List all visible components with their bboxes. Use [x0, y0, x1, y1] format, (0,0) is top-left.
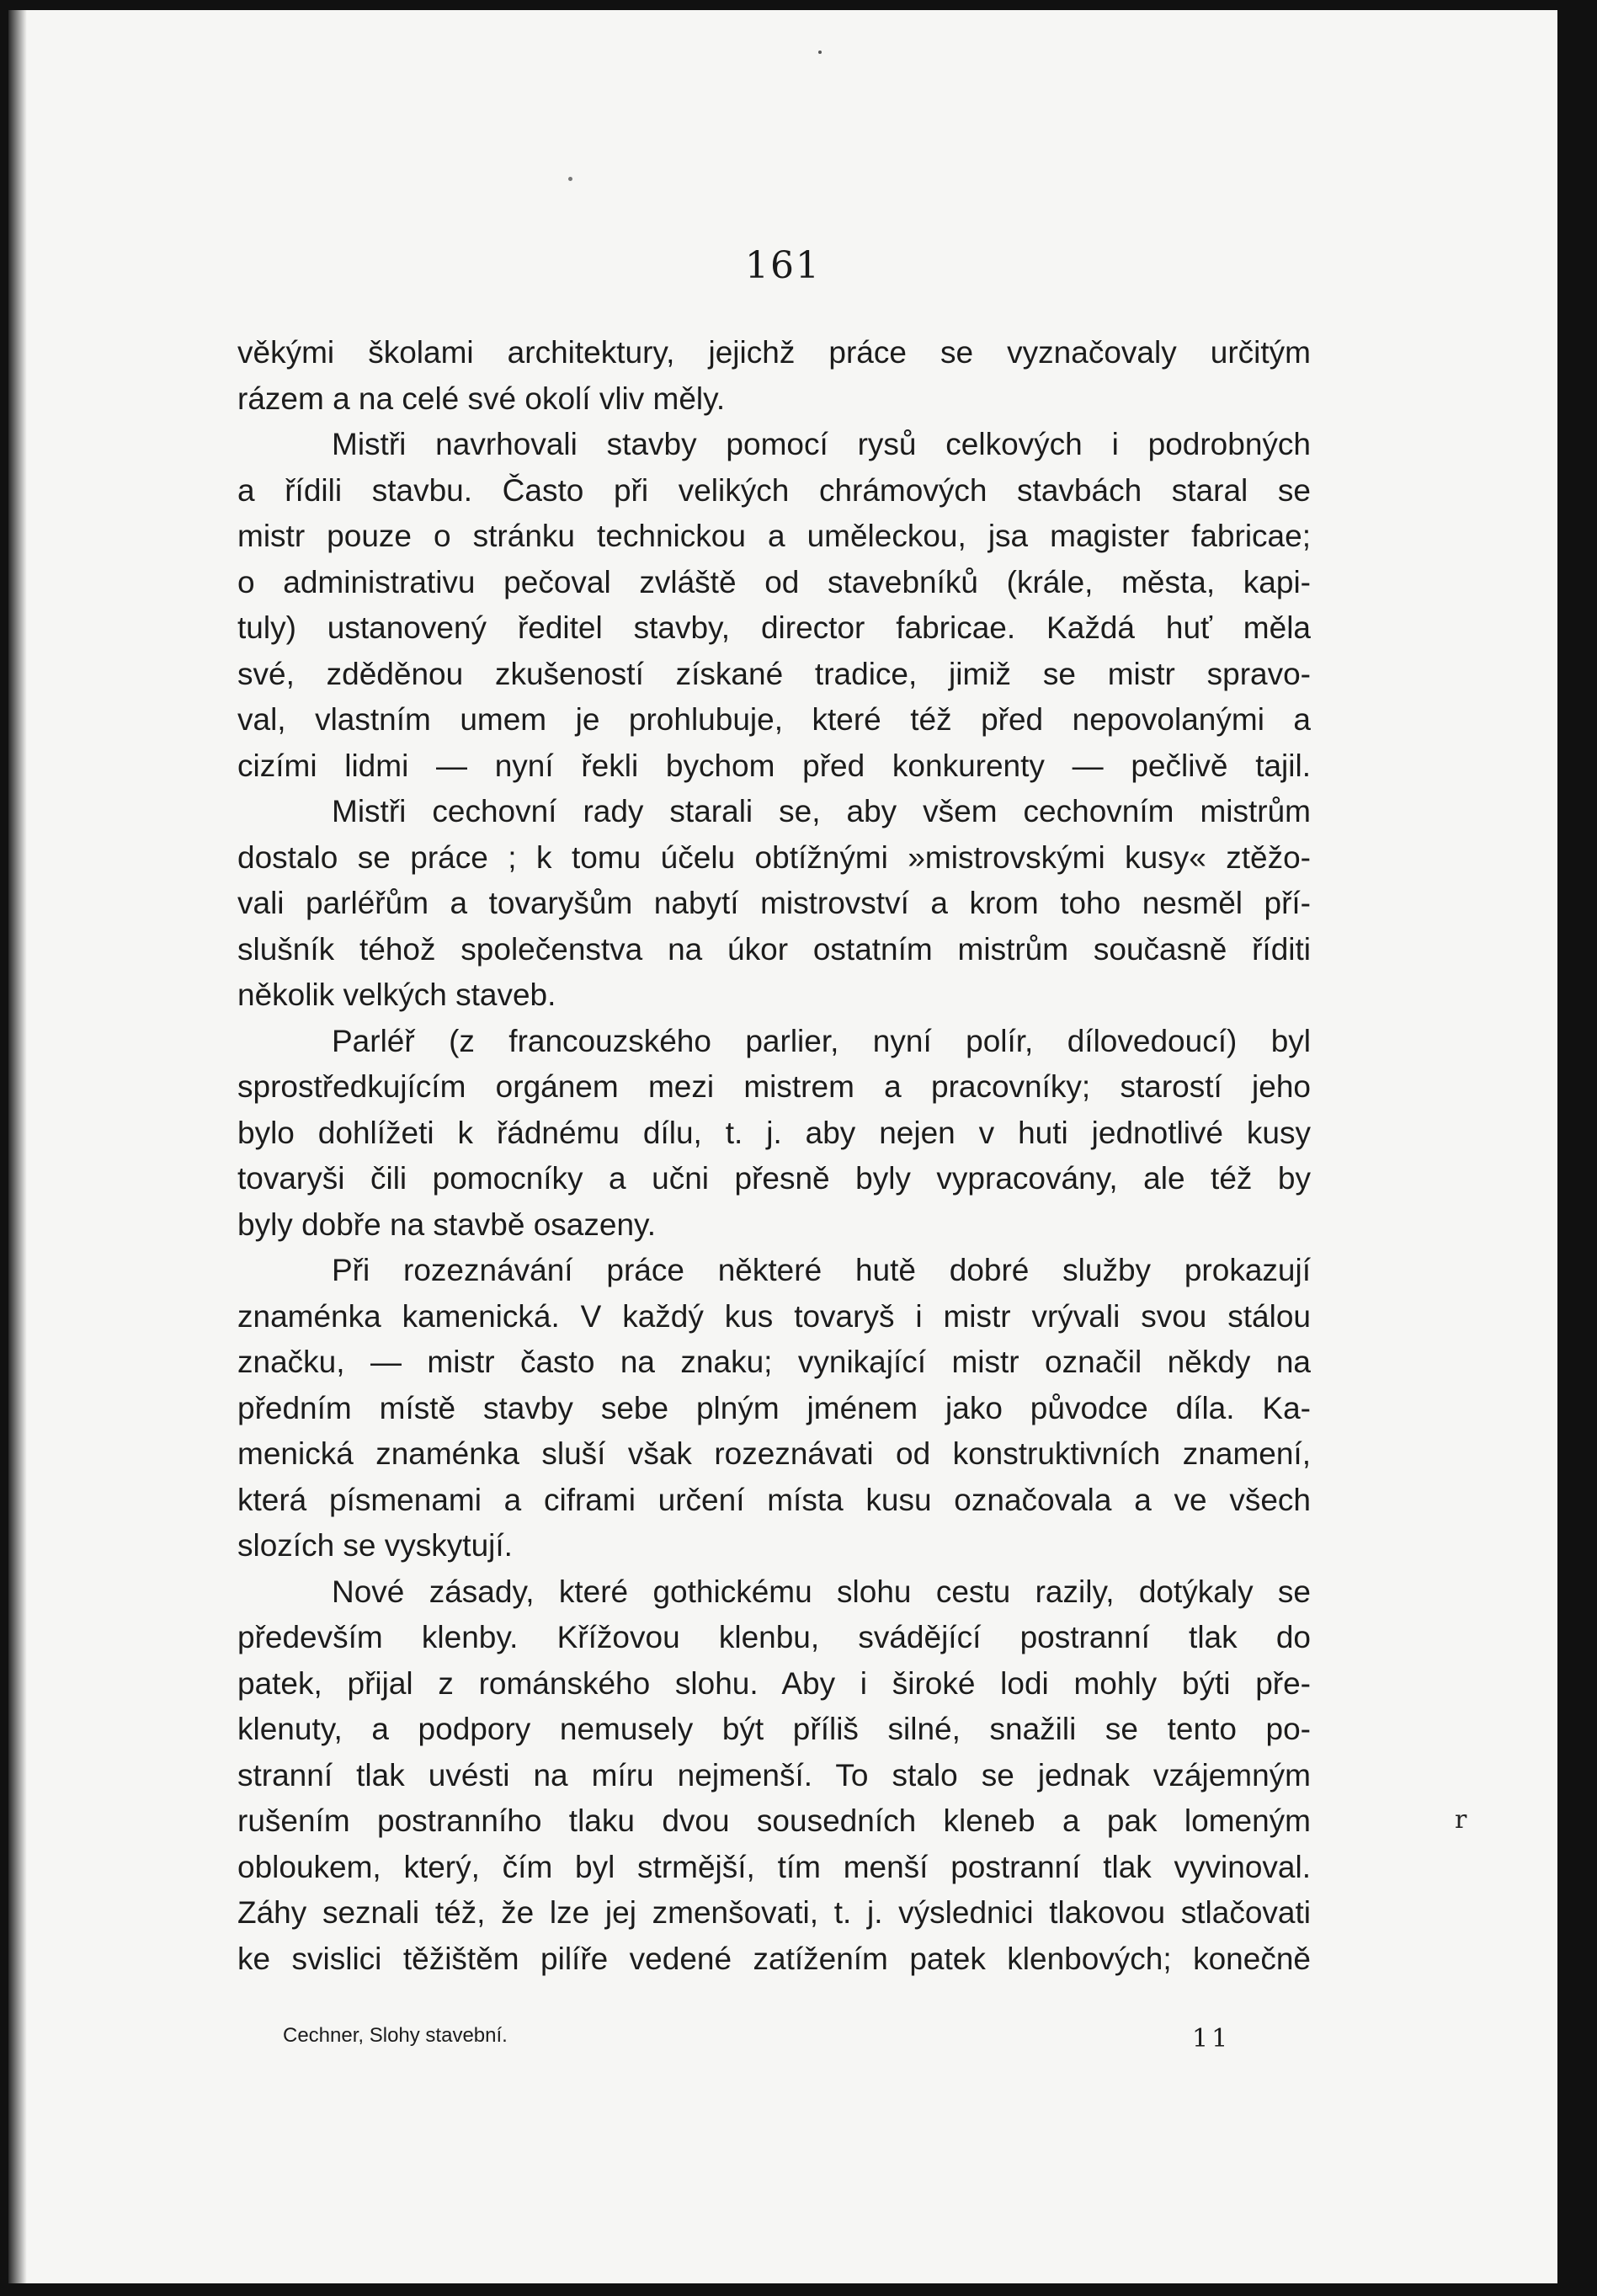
text-line: [237, 605, 1311, 652]
text-line-content: o administrativu pečoval zvláště od stavebníků (krále, města, kapi-: [237, 564, 1311, 599]
text-line-content: několik velkých staveb.: [237, 978, 556, 1012]
text-line-content: stranní tlak uvésti na míru nejmenší. To stalo se jednak vzájemným: [237, 1757, 1311, 1793]
text-line: [237, 927, 1311, 973]
text-line-content: předním místě stavby sebe plným jménem jako původce díla. Ka-: [237, 1390, 1311, 1425]
body-text: [237, 330, 1311, 1982]
text-line-content: tuly) ustanovený ředitel stavby, director fabricae. Každá huť měla: [237, 610, 1311, 645]
text-line: [237, 881, 1311, 927]
text-line-content: značku, — mistr často na znaku; vynikající mistr označil někdy na: [237, 1345, 1311, 1379]
text-line-content: Záhy seznali též, že lze jej zmenšovati, t. j. výslednici tlakovou stlačovati: [237, 1895, 1311, 1930]
text-line: [237, 1753, 1311, 1799]
text-line: [237, 1890, 1311, 1936]
text-line-content: byly dobře na stavbě osazeny.: [237, 1207, 657, 1242]
text-line: [237, 743, 1311, 790]
text-line: [237, 1064, 1311, 1111]
text-line: [237, 1111, 1311, 1157]
text-line-content: Při rozeznávání práce některé hutě dobré služby prokazují: [332, 1253, 1311, 1287]
text-line-content: menická znaménka sluší však rozeznávati od konstruktivních znamení,: [237, 1436, 1311, 1471]
text-line-content: slušník téhož společenstva na úkor ostatním mistrům současně říditi: [237, 931, 1311, 967]
text-line: [237, 1798, 1311, 1845]
text-line-content: ke svislici těžištěm pilíře vedené zatížením patek klenbových; konečně: [237, 1941, 1311, 1976]
text-line: [237, 1523, 1311, 1569]
text-line-content: Mistři navrhovali stavby pomocí rysů celkových i podrobných: [332, 427, 1311, 461]
text-line: [237, 514, 1311, 560]
text-line: [237, 789, 1311, 835]
text-line-content: Mistři cechovní rady starali se, aby všem cechovním mistrům: [332, 794, 1311, 828]
text-line-content: rázem a na celé své okolí vliv měly.: [237, 381, 726, 416]
text-line-content: Parléř (z francouzského parlier, nyní polír, dílovedoucí) byl: [332, 1023, 1311, 1058]
text-line-content: Nové zásady, které gothickému slohu cestu razily, dotýkaly se: [332, 1574, 1311, 1609]
text-line: [237, 1845, 1311, 1891]
text-line: [237, 1936, 1311, 1983]
text-line-content: dostalo se práce ; k tomu účelu obtížnými »mistrovskými kusy« ztěžo-: [237, 839, 1311, 875]
footer-sheet-number: 11: [1192, 2024, 1232, 2054]
text-line-content: především klenby. Křížovou klenbu, svádějící postranní tlak do: [237, 1620, 1311, 1654]
text-line: [237, 1569, 1311, 1616]
text-line-content: slozích se vyskytují.: [237, 1528, 513, 1563]
text-line-content: cizími lidmi — nyní řekli bychom před konkurenty — pečlivě tajil.: [237, 748, 1311, 783]
text-line: [237, 330, 1311, 376]
text-line: [237, 468, 1311, 514]
text-line: [237, 1340, 1311, 1386]
book-page: [8, 10, 1557, 2283]
text-line: [237, 1615, 1311, 1661]
page-gutter-shadow: [8, 10, 27, 2283]
text-line-content: věkými školami architektury, jejichž práce se vyznačovaly určitým: [237, 335, 1311, 370]
text-line-content: která písmenami a ciframi určení místa kusu označovala a ve všech: [237, 1482, 1311, 1517]
text-line: [237, 835, 1311, 882]
text-line: [237, 697, 1311, 743]
text-line-content: obloukem, který, čím byl strmější, tím menší postranní tlak vyvinoval.: [237, 1849, 1311, 1884]
text-line-content: znaménka kamenická. V každý kus tovaryš i mistr vrývali svou stálou: [237, 1298, 1311, 1334]
text-line: [237, 1294, 1311, 1340]
page-number: 161: [745, 244, 821, 287]
text-line: [237, 972, 1311, 1019]
text-line-content: rušením postranního tlaku dvou sousedních kleneb a pak lomeným: [237, 1803, 1311, 1838]
text-line-content: vali parléřům a tovaryšům nabytí mistrovství a krom toho nesměl pří-: [237, 886, 1311, 920]
text-line-content: tovaryši čili pomocníky a učni přesně byly vypracovány, ale též by: [237, 1161, 1311, 1196]
text-line-content: mistr pouze o stránku technickou a uměleckou, jsa magister fabricae;: [237, 519, 1311, 553]
text-line-content: a řídili stavbu. Často při velikých chrámových stavbách staral se: [237, 472, 1311, 508]
text-line: [237, 1248, 1311, 1294]
paper-speck: [818, 51, 822, 54]
text-line: [237, 652, 1311, 698]
text-line-content: bylo dohlížeti k řádnému dílu, t. j. aby nejen v huti jednotlivé kusy: [237, 1115, 1311, 1150]
text-line: [237, 560, 1311, 606]
text-line-content: své, zděděnou zkušeností získané tradice, jimiž se mistr spravo-: [237, 656, 1311, 691]
text-line: [237, 376, 1311, 423]
paper-speck: [568, 177, 572, 181]
text-line: [237, 1156, 1311, 1202]
text-line-content: klenuty, a podpory nemusely být příliš silné, snažili se tento po-: [237, 1712, 1311, 1746]
footer-signature: Cechner, Slohy stavební.: [283, 2024, 508, 2047]
text-line: [237, 1661, 1311, 1707]
text-line-content: sprostředkujícím orgánem mezi mistrem a pracovníky; starostí jeho: [237, 1069, 1311, 1104]
text-line-content: patek, přijal z románského slohu. Aby i široké lodi mohly býti pře-: [237, 1665, 1311, 1701]
text-line: [237, 1202, 1311, 1249]
text-line: [237, 1386, 1311, 1432]
text-line: [237, 1431, 1311, 1478]
stray-mark: r: [1455, 1805, 1467, 1835]
text-line-content: val, vlastním umem je prohlubuje, které též před nepovolanými a: [237, 702, 1311, 737]
text-line: [237, 1019, 1311, 1065]
text-line: [237, 1707, 1311, 1753]
text-line: [237, 422, 1311, 468]
text-line: [237, 1478, 1311, 1524]
